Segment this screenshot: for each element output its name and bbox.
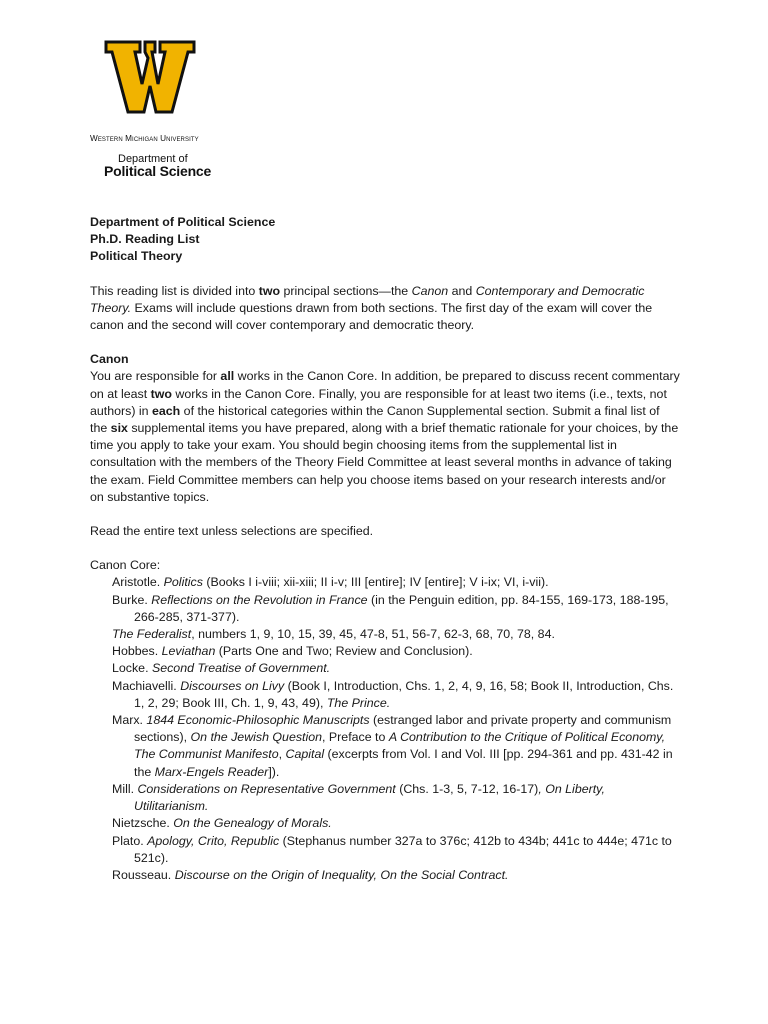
entry-note: (Chs. 1-3, 5, 7-12, 16-17) xyxy=(395,781,539,796)
entry-note: , Preface to xyxy=(322,730,389,745)
entry-author: Marx. xyxy=(112,713,147,728)
entry-note: (estranged labor and private property and communism sections), xyxy=(134,713,672,745)
list-item xyxy=(90,712,680,781)
entry-note: , xyxy=(278,747,286,762)
list-item xyxy=(90,574,680,591)
read-entire-note: Read the entire text unless selections are specified. xyxy=(90,524,374,539)
canon-heading: Canon xyxy=(90,352,129,367)
entry-note: (Book I, Introduction, Chs. 1, 2, 4, 9, 16, 58; Book II, Introduction, Chs. 1, 2, 29; Book III, Ch. 1, 9, 43, 49), xyxy=(134,678,674,710)
entry-title: On the Genealogy of Morals. xyxy=(173,816,332,831)
list-item xyxy=(90,592,680,626)
intro-text: This reading list is divided into xyxy=(90,283,259,298)
canon-text: works in the Canon Core. Finally, you are responsible for at least two items (i.e., texts, not authors) in xyxy=(90,386,667,418)
entry-title: The Federalist xyxy=(112,627,192,642)
canon-text: works in the Canon Core. In addition, be prepared to discuss recent commentary on at least xyxy=(90,369,680,401)
entry-note: , numbers 1, 9, 10, 15, 39, 45, 47-8, 51, 56-7, 62-3, 68, 70, 78, 84. xyxy=(191,627,555,642)
list-item xyxy=(90,660,680,677)
list-item xyxy=(90,781,680,815)
intro-text: and xyxy=(448,283,476,298)
entry-title: 1844 Economic-Philosophic Manuscripts xyxy=(146,713,370,728)
entry-title: On the Jewish Question xyxy=(190,730,323,745)
entry-author: Machiavelli. xyxy=(112,678,181,693)
entry-note: (Parts One and Two; Review and Conclusion). xyxy=(215,644,473,659)
canon-text: of the historical categories within the Canon Supplemental section. Submit a final list of the xyxy=(90,403,660,436)
entry-author: Locke. xyxy=(112,661,152,676)
entry-title: A Contribution to the Critique of Political Economy, The Communist Manifesto xyxy=(134,730,666,762)
entry-author: Burke. xyxy=(112,592,152,607)
entry-title: The Prince. xyxy=(326,695,391,710)
wmu-logo xyxy=(90,40,230,179)
entry-title: , On Liberty, Utilitarianism. xyxy=(134,781,605,814)
canon-bold-six: six xyxy=(110,421,128,436)
list-item xyxy=(90,815,680,832)
entry-title: Reflections on the Revolution in France xyxy=(151,592,368,607)
canon-core-list xyxy=(90,574,680,884)
intro-paragraph xyxy=(90,283,680,335)
entry-author: Hobbes. xyxy=(112,644,162,659)
entry-title: Marx-Engels Reader xyxy=(154,764,269,779)
document-body xyxy=(90,214,680,884)
entry-title: Apology, Crito, Republic xyxy=(147,833,280,848)
wmu-w-logo-icon xyxy=(104,40,196,114)
intro-contemporary-italic: Contemporary and Democratic Theory. xyxy=(90,283,645,315)
header-list-type: Ph.D. Reading List xyxy=(90,232,200,247)
entry-author: Mill. xyxy=(112,781,138,796)
header-field: Political Theory xyxy=(90,249,183,264)
list-item xyxy=(90,678,680,712)
entry-title: Leviathan xyxy=(161,644,216,659)
canon-core-label: Canon Core: xyxy=(90,558,161,573)
entry-title: Considerations on Representative Government xyxy=(137,781,396,796)
canon-bold-each: each xyxy=(151,403,181,418)
w-shape xyxy=(106,42,194,112)
entry-author: Nietzsche. xyxy=(112,816,174,831)
intro-text: principal sections—the xyxy=(280,283,412,298)
university-name: Western Michigan University xyxy=(90,134,199,143)
list-item xyxy=(90,833,680,867)
intro-bold-two: two xyxy=(258,283,281,298)
canon-bold-all: all xyxy=(220,369,235,384)
entry-title: Discourse on the Origin of Inequality, On the Social Contract. xyxy=(174,867,509,882)
entry-author: Plato. xyxy=(112,833,148,848)
canon-paragraph xyxy=(90,368,680,506)
header-department: Department of Political Science xyxy=(90,215,276,229)
entry-author: Aristotle. xyxy=(112,575,164,590)
entry-note: (excerpts from Vol. I and Vol. III [pp. 294-361 and pp. 431-42 in the xyxy=(134,747,673,779)
entry-title: Capital xyxy=(285,747,325,762)
logo-department-of: Department of xyxy=(118,153,188,165)
canon-text: supplemental items you have prepared, along with a brief thematic rationale for your choices, by the time you apply to take your exam. You should begin choosing items from the supplemental list in consultation with the members of the Theory Field Committee at least several months in advance of taking the exam. Field Committee members can help you choose items based on your research interests and/or on substantive topics. xyxy=(90,421,679,504)
canon-bold-two: two xyxy=(150,386,172,401)
list-item xyxy=(90,643,680,660)
canon-text: You are responsible for xyxy=(90,369,221,384)
entry-note: (Stephanus number 327a to 376c; 412b to 434b; 441c to 444e; 471c to 521c). xyxy=(134,833,672,865)
intro-text: Exams will include questions drawn from both sections. The first day of the exam will cover the canon and the second will cover contemporary and democratic theory. xyxy=(90,300,653,333)
entry-author: Rousseau. xyxy=(112,867,175,882)
list-item xyxy=(90,867,680,884)
entry-note: (Books I i-viii; xii-xiii; II i-v; III [entire]; IV [entire]; V i-ix; VI, i-vii). xyxy=(202,575,549,590)
entry-title: Discourses on Livy xyxy=(180,678,285,693)
entry-title: Second Treatise of Government. xyxy=(151,661,331,676)
logo-department-name: Political Science xyxy=(104,163,212,179)
intro-canon-italic: Canon xyxy=(411,283,449,298)
entry-note: ]). xyxy=(268,764,280,779)
list-item xyxy=(90,626,680,643)
entry-title: Politics xyxy=(163,575,203,590)
entry-note: (in the Penguin edition, pp. 84-155, 169-173, 188-195, 266-285, 371-377). xyxy=(134,592,669,624)
